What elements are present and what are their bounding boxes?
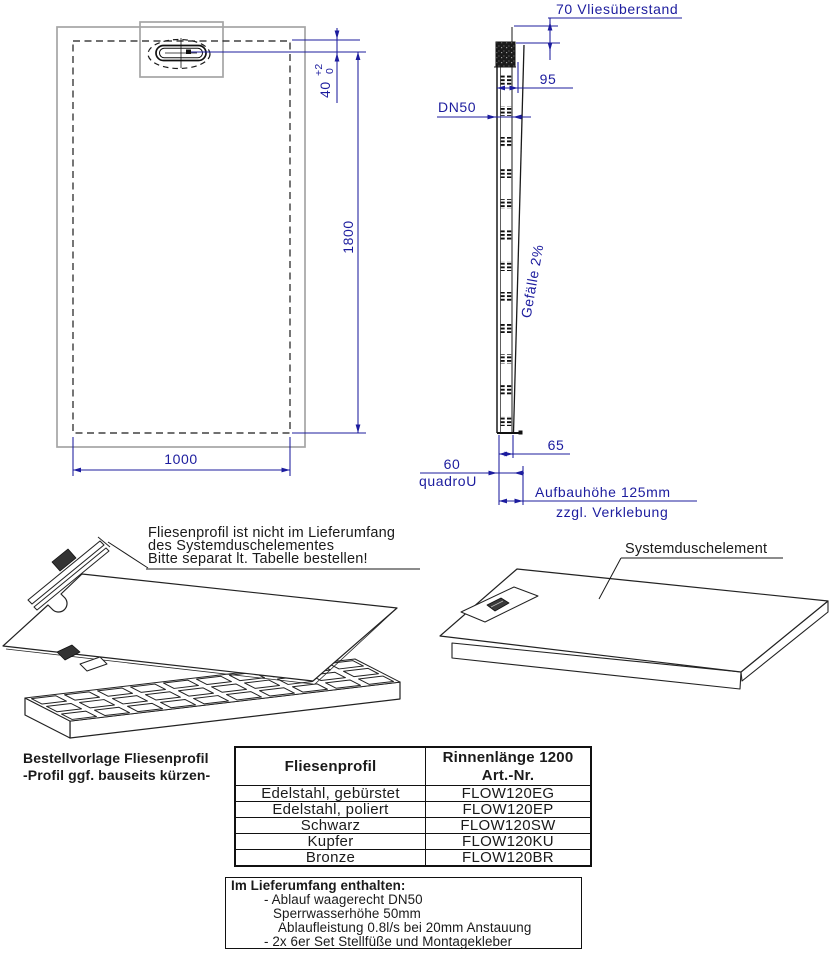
dim-40-tol-upper: +2 xyxy=(313,63,325,76)
drain-center-dot xyxy=(186,50,191,55)
section-view xyxy=(419,1,697,520)
dim-1800-label: 1800 xyxy=(340,220,356,254)
finish-cell: Edelstahl, poliert xyxy=(235,802,426,818)
dim-40-label: 40 xyxy=(317,81,333,98)
profile-note-line1: Fliesenprofil ist nicht im Lieferumfang xyxy=(148,525,396,541)
delivery-title: Im Lieferumfang enthalten: xyxy=(231,878,406,893)
table-row xyxy=(235,834,591,850)
dim-60-label: 60 xyxy=(443,456,461,472)
order-caption-line2: -Profil ggf. bauseits kürzen- xyxy=(23,767,211,783)
order-caption xyxy=(23,750,210,784)
slope-surface-line xyxy=(514,45,525,433)
table-row xyxy=(235,786,591,802)
dim-65-label: 65 xyxy=(547,437,565,453)
drain-channel-section xyxy=(496,42,515,67)
height-note-label: zzgl. Verklebung xyxy=(556,504,669,520)
finish-cell: Schwarz xyxy=(235,818,426,834)
table-row xyxy=(235,850,591,867)
header-artnr-line1: Rinnenlänge 1200 xyxy=(442,748,574,766)
dim-40-label-group xyxy=(313,64,336,98)
profile-leader-line xyxy=(108,542,148,568)
table-header-row xyxy=(235,747,591,786)
channel-housing xyxy=(80,657,107,671)
height-label: Aufbauhöhe 125mm xyxy=(535,484,671,500)
delivery-item: - 2x 6er Set Stellfüße und Montagekleber xyxy=(264,934,513,950)
assembled-view xyxy=(440,541,828,689)
assembled-label: Systemduschelement xyxy=(625,541,768,557)
dim-fleece-label: 70 Vliesüberstand xyxy=(556,1,679,17)
channel-name-label: quadroU xyxy=(419,473,477,489)
profile-note-line2: des Systemduschelementes xyxy=(148,538,335,554)
artnr-cell: FLOW120EP xyxy=(426,802,592,818)
order-table xyxy=(234,746,592,867)
artnr-cell: FLOW120KU xyxy=(426,834,592,850)
dim-40-tol-lower: 0 xyxy=(324,67,336,74)
plan-view xyxy=(57,22,366,476)
artnr-cell: FLOW120SW xyxy=(426,818,592,834)
artnr-cell: FLOW120EG xyxy=(426,786,592,802)
tray-outer-outline xyxy=(57,27,305,447)
table-row xyxy=(235,818,591,834)
element-dashed-outline xyxy=(73,41,290,433)
dim-95-label: 95 xyxy=(539,71,557,87)
finish-cell: Kupfer xyxy=(235,834,426,850)
artnr-cell: FLOW120BR xyxy=(426,850,592,867)
dim-dn50-label: DN50 xyxy=(438,99,477,115)
slope-label: Gefälle 2% xyxy=(517,243,547,320)
exploded-view xyxy=(3,525,420,738)
finish-cell: Edelstahl, gebürstet xyxy=(235,786,426,802)
header-fliesenprofil: Fliesenprofil xyxy=(235,747,426,786)
base-tray xyxy=(25,659,400,738)
header-artnr xyxy=(426,747,592,786)
profile-note-line3: Bitte separat lt. Tabelle bestellen! xyxy=(148,551,368,567)
delivery-scope-box xyxy=(225,877,582,949)
header-artnr-line2: Art.-Nr. xyxy=(481,766,535,784)
delivery-item: - Ablauf waagerecht DN50 xyxy=(264,892,423,908)
delivery-item: Ablaufleistung 0.8l/s bei 20mm Anstauung xyxy=(278,920,532,936)
finish-cell: Bronze xyxy=(235,850,426,867)
table-row xyxy=(235,802,591,818)
dim-1000-label: 1000 xyxy=(164,451,198,467)
delivery-item: Sperrwasserhöhe 50mm xyxy=(273,906,421,922)
order-caption-line1: Bestellvorlage Fliesenprofil xyxy=(23,750,209,766)
